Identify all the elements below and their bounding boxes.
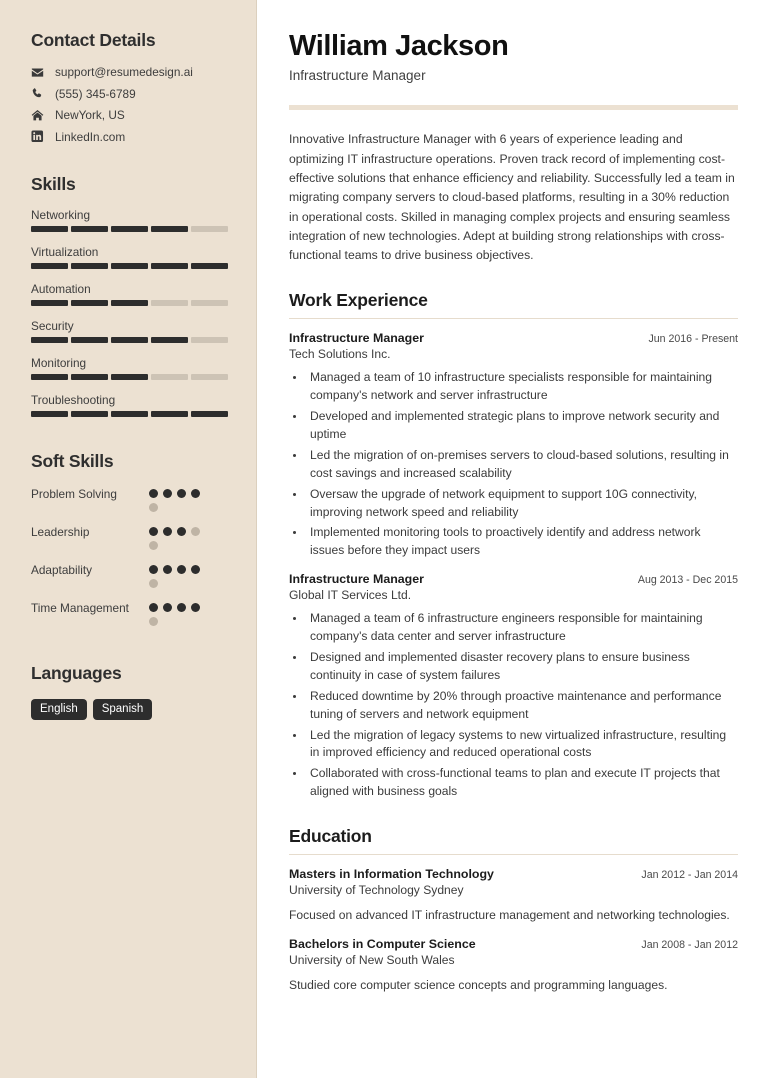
soft-skill-rating <box>149 486 212 517</box>
skill-bar-segment <box>71 411 108 417</box>
education-entries <box>289 867 738 994</box>
work-entries <box>289 331 738 801</box>
skill-bar-segment <box>111 374 148 380</box>
soft-skills-heading: Soft Skills <box>31 450 114 471</box>
candidate-role: Infrastructure Manager <box>289 68 426 84</box>
contact-email-text: support@resumedesign.ai <box>55 65 193 79</box>
job-date-range: Jun 2016 - Present <box>648 333 738 346</box>
home-icon <box>31 109 48 122</box>
work-entry-header <box>289 572 738 586</box>
job-bullet: • Oversaw the upgrade of network equipment to support 10G connectivity, improving network speed and reliability <box>306 486 738 522</box>
contact-linkedin-text: LinkedIn.com <box>55 129 126 144</box>
rating-dot <box>149 617 158 626</box>
skill-bar-segment <box>191 337 228 343</box>
skill-level-bar <box>31 300 228 306</box>
skill-bar-segment <box>111 263 148 269</box>
skills-list <box>31 208 228 417</box>
soft-skill-item <box>31 562 228 593</box>
rating-dot <box>191 489 200 498</box>
skill-bar-segment <box>151 374 188 380</box>
skill-bar-segment <box>191 226 228 232</box>
rating-dot <box>149 527 158 536</box>
skill-bar-segment <box>111 411 148 417</box>
professional-summary: Innovative Infrastructure Manager with 6 years of experience leading and optimizing IT infrastructure operations. Proven track record of implementing cost-effective solutions that enhance efficiency and reliability. Successfully led a team in migrating company servers to cloud-based platforms, resulting in a 30% reduction in operational costs. Skilled in managing complex projects and ensuring seamless integration of new technologies. Adept at building strong relationships with cross-functional teams to drive business objectives. <box>289 132 735 263</box>
phone-icon <box>31 87 48 100</box>
skill-level-bar <box>31 263 228 269</box>
job-date-range: Aug 2013 - Dec 2015 <box>637 574 738 587</box>
job-bullet: • Managed a team of 10 infrastructure specialists responsible for maintaining company's network and server infrastructure <box>306 369 738 405</box>
skill-bar-segment <box>151 263 188 269</box>
linkedin-icon <box>31 130 48 143</box>
job-title: Infrastructure Manager <box>289 572 424 587</box>
rating-dot <box>177 603 186 612</box>
job-bullet: • Implemented monitoring tools to proactively identify and address network issues before they impact users <box>306 524 738 560</box>
job-bullet: • Led the migration of on-premises servers to cloud-based solutions, resulting in cost savings and increased scalability <box>306 447 738 483</box>
education-date-range: Jan 2008 - Jan 2012 <box>641 938 738 951</box>
job-bullet-list <box>289 610 738 801</box>
work-experience-heading: Work Experience <box>289 290 428 311</box>
company-name: Tech Solutions Inc. <box>289 347 391 362</box>
skill-level-bar <box>31 337 228 343</box>
skill-item <box>31 356 228 380</box>
skill-name: Security <box>31 318 74 333</box>
rating-dot <box>163 565 172 574</box>
skill-bar-segment <box>191 300 228 306</box>
contact-item-email[interactable] <box>31 65 228 79</box>
education-entry-header <box>289 867 738 881</box>
contact-phone-text: (555) 345-6789 <box>55 86 136 101</box>
institution-name: University of Technology Sydney <box>289 883 464 898</box>
skill-bar-segment <box>31 263 68 269</box>
skill-name: Automation <box>31 281 91 296</box>
skill-bar-segment <box>151 226 188 232</box>
skill-bar-segment <box>191 374 228 380</box>
education-entry-header <box>289 937 738 951</box>
skill-level-bar <box>31 411 228 417</box>
soft-skill-name: Adaptability <box>31 562 92 577</box>
job-bullet: • Developed and implemented strategic plans to improve network security and uptime <box>306 408 738 444</box>
skill-bar-segment <box>31 226 68 232</box>
rating-dot <box>163 603 172 612</box>
soft-skills-list <box>31 486 228 631</box>
rating-dot <box>177 489 186 498</box>
skill-bar-segment <box>71 374 108 380</box>
skill-bar-segment <box>71 337 108 343</box>
job-bullet: • Managed a team of 6 infrastructure engineers responsible for maintaining company's data center and server infrastructure <box>306 610 738 646</box>
skill-name: Troubleshooting <box>31 392 116 407</box>
language-badge: English <box>31 699 87 720</box>
soft-skill-name: Leadership <box>31 524 90 539</box>
skill-bar-segment <box>151 300 188 306</box>
sidebar <box>0 0 257 1078</box>
education-description: Studied core computer science concepts and programming languages. <box>289 977 668 992</box>
contact-details-heading: Contact Details <box>31 30 156 50</box>
rating-dot <box>177 527 186 536</box>
degree-title: Masters in Information Technology <box>289 867 494 882</box>
contact-location-text: NewYork, US <box>55 108 125 122</box>
contact-item-location[interactable] <box>31 108 228 122</box>
job-title: Infrastructure Manager <box>289 331 424 346</box>
languages-heading: Languages <box>31 662 122 683</box>
soft-skill-item <box>31 524 228 555</box>
skill-item <box>31 282 228 306</box>
skill-bar-segment <box>111 226 148 232</box>
skills-heading: Skills <box>31 173 76 194</box>
language-badge: Spanish <box>93 699 153 720</box>
education-entry <box>289 867 738 925</box>
skill-item <box>31 245 228 269</box>
skill-item <box>31 393 228 417</box>
degree-title: Bachelors in Computer Science <box>289 936 476 951</box>
rating-dot <box>149 603 158 612</box>
job-bullet: • Designed and implemented disaster recovery plans to ensure business continuity in case of system failures <box>306 649 738 685</box>
languages-list <box>31 699 228 720</box>
education-description: Focused on advanced IT infrastructure management and networking technologies. <box>289 908 730 923</box>
soft-skill-rating <box>149 600 212 631</box>
skill-item <box>31 208 228 232</box>
skill-level-bar <box>31 374 228 380</box>
candidate-name: William Jackson <box>289 30 509 62</box>
work-entry <box>289 331 738 560</box>
rating-dot <box>191 527 200 536</box>
soft-skill-rating <box>149 562 212 593</box>
rating-dot <box>191 603 200 612</box>
rating-dot <box>177 565 186 574</box>
skill-bar-segment <box>71 226 108 232</box>
institution-name: University of New South Wales <box>289 952 455 967</box>
rating-dot <box>163 489 172 498</box>
skill-bar-segment <box>71 263 108 269</box>
job-bullet: • Led the migration of legacy systems to new virtualized infrastructure, resulting in improved efficiency and reduced operational costs <box>306 727 738 763</box>
skill-name: Monitoring <box>31 355 87 370</box>
envelope-icon <box>31 66 48 79</box>
skill-bar-segment <box>31 411 68 417</box>
skill-bar-segment <box>31 374 68 380</box>
rating-dot <box>149 579 158 588</box>
contact-item-phone[interactable] <box>31 87 228 101</box>
contact-list <box>31 65 228 144</box>
rating-dot <box>163 527 172 536</box>
soft-skill-name: Problem Solving <box>31 486 117 501</box>
skill-bar-segment <box>151 411 188 417</box>
education-heading: Education <box>289 826 372 847</box>
header-divider <box>289 105 738 110</box>
work-divider <box>289 318 738 319</box>
job-bullet-list <box>289 369 738 560</box>
work-entry <box>289 572 738 801</box>
skill-bar-segment <box>111 337 148 343</box>
rating-dot <box>149 489 158 498</box>
rating-dot <box>149 541 158 550</box>
skill-bar-segment <box>151 337 188 343</box>
contact-item-linkedin[interactable] <box>31 130 228 144</box>
job-bullet: • Reduced downtime by 20% through proactive maintenance and performance tuning of servers and network equipment <box>306 688 738 724</box>
main-content <box>257 0 768 1078</box>
skill-name: Networking <box>31 207 91 222</box>
education-entry <box>289 937 738 995</box>
rating-dot <box>149 503 158 512</box>
skill-bar-segment <box>31 300 68 306</box>
skill-bar-segment <box>111 300 148 306</box>
soft-skill-item <box>31 486 228 517</box>
rating-dot <box>149 565 158 574</box>
job-bullet: • Collaborated with cross-functional teams to plan and execute IT projects that aligned with business goals <box>306 765 738 801</box>
skill-bar-segment <box>191 263 228 269</box>
soft-skill-item <box>31 600 228 631</box>
skill-bar-segment <box>31 337 68 343</box>
education-date-range: Jan 2012 - Jan 2014 <box>641 869 738 882</box>
skill-name: Virtualization <box>31 244 99 259</box>
rating-dot <box>191 565 200 574</box>
skill-bar-segment <box>191 411 228 417</box>
skill-item <box>31 319 228 343</box>
soft-skill-name: Time Management <box>31 600 129 615</box>
soft-skill-rating <box>149 524 212 555</box>
company-name: Global IT Services Ltd. <box>289 588 412 603</box>
skill-level-bar <box>31 226 228 232</box>
skill-bar-segment <box>71 300 108 306</box>
work-entry-header <box>289 331 738 345</box>
education-divider <box>289 854 738 855</box>
